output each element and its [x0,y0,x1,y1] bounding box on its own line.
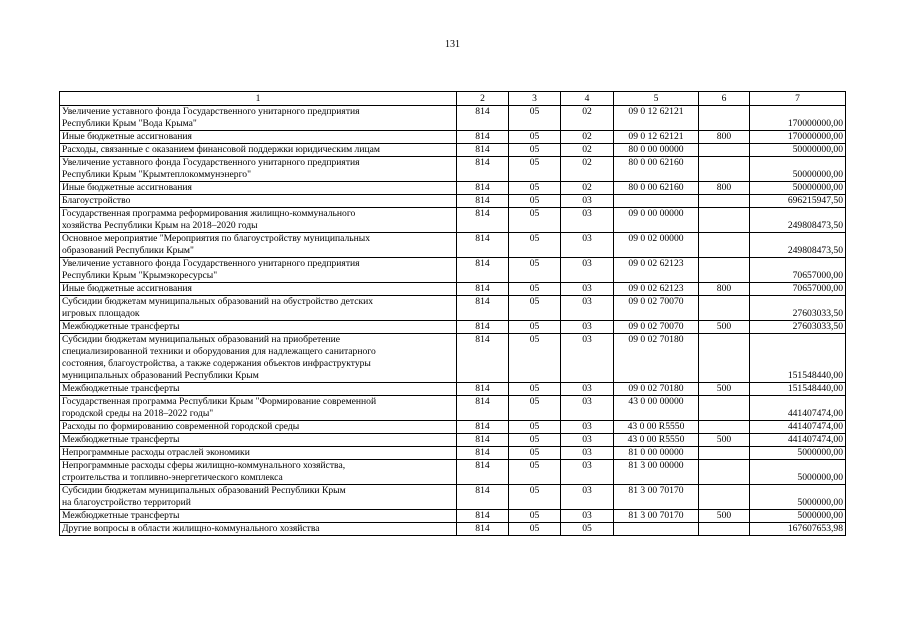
row-name: Благоустройство [60,195,457,208]
row-target-article: 81 3 00 70170 [614,510,699,523]
row-name: Субсидии бюджетам муниципальных образований Республики Крым на благоустройство территорий [60,485,457,510]
row-subsection: 02 [561,182,614,195]
row-section: 05 [509,283,561,296]
column-number-row [60,92,846,106]
row-expense-type [699,421,750,434]
row-glava: 814 [457,510,509,523]
row-glava: 814 [457,131,509,144]
table-row [60,157,846,182]
row-target-article: 81 0 00 00000 [614,447,699,460]
row-target-article: 43 0 00 00000 [614,396,699,421]
row-target-article: 09 0 02 70180 [614,334,699,383]
row-target-article: 09 0 02 62123 [614,283,699,296]
row-name: Непрограммные расходы сферы жилищно-коммунального хозяйства, строительства и топливно-энергетического комплекса [60,460,457,485]
table-row [60,195,846,208]
row-expense-type: 800 [699,131,750,144]
row-section: 05 [509,334,561,383]
row-glava: 814 [457,157,509,182]
table-row [60,208,846,233]
row-name: Государственная программа Республики Крым "Формирование современной городской среды на 2018–2022 годы" [60,396,457,421]
row-target-article: 80 0 00 62160 [614,182,699,195]
row-subsection: 03 [561,321,614,334]
row-expense-type [699,258,750,283]
row-amount: 441407474,00 [750,421,846,434]
row-target-article: 43 0 00 R5550 [614,421,699,434]
table-row [60,383,846,396]
row-target-article: 09 0 02 70070 [614,296,699,321]
row-subsection: 02 [561,157,614,182]
row-section: 05 [509,258,561,283]
row-section: 05 [509,383,561,396]
row-subsection: 03 [561,296,614,321]
row-section: 05 [509,106,561,131]
row-target-article: 09 0 02 00000 [614,233,699,258]
row-amount: 441407474,00 [750,434,846,447]
row-glava: 814 [457,321,509,334]
row-section: 05 [509,233,561,258]
table-row [60,321,846,334]
row-amount: 70657000,00 [750,258,846,283]
row-name: Межбюджетные трансферты [60,510,457,523]
row-glava: 814 [457,296,509,321]
table-row [60,334,846,383]
row-section: 05 [509,321,561,334]
row-expense-type [699,233,750,258]
row-subsection: 03 [561,283,614,296]
column-number-2: 2 [457,92,509,106]
row-name: Увеличение уставного фонда Государственного унитарного предприятия Республики Крым "Вода Крыма" [60,106,457,131]
row-section: 05 [509,396,561,421]
row-glava: 814 [457,208,509,233]
row-expense-type: 800 [699,182,750,195]
row-section: 05 [509,208,561,233]
row-name: Непрограммные расходы отраслей экономики [60,447,457,460]
row-amount: 696215947,50 [750,195,846,208]
row-subsection: 03 [561,258,614,283]
row-amount: 5000000,00 [750,460,846,485]
row-name: Увеличение уставного фонда Государственного унитарного предприятия Республики Крым "Крымэкоресурсы" [60,258,457,283]
row-name: Государственная программа реформирования жилищно-коммунального хозяйства Республики Крым на 2018–2020 годы [60,208,457,233]
row-amount: 5000000,00 [750,485,846,510]
row-target-article [614,195,699,208]
row-section: 05 [509,144,561,157]
column-number-5: 5 [614,92,699,106]
row-amount: 50000000,00 [750,144,846,157]
row-name: Межбюджетные трансферты [60,434,457,447]
row-target-article: 43 0 00 R5550 [614,434,699,447]
row-expense-type [699,447,750,460]
row-section: 05 [509,510,561,523]
row-section: 05 [509,131,561,144]
row-expense-type: 500 [699,510,750,523]
row-expense-type: 500 [699,434,750,447]
row-amount: 441407474,00 [750,396,846,421]
row-amount: 249808473,50 [750,208,846,233]
row-amount: 151548440,00 [750,383,846,396]
row-expense-type [699,523,750,536]
row-expense-type [699,144,750,157]
table-row [60,434,846,447]
row-expense-type [699,296,750,321]
row-amount: 27603033,50 [750,296,846,321]
table-row [60,510,846,523]
row-subsection: 03 [561,434,614,447]
row-section: 05 [509,182,561,195]
row-subsection: 03 [561,334,614,383]
row-subsection: 03 [561,396,614,421]
column-number-4: 4 [561,92,614,106]
row-glava: 814 [457,195,509,208]
row-name: Расходы, связанные с оказанием финансовой поддержки юридическим лицам [60,144,457,157]
row-amount: 5000000,00 [750,510,846,523]
row-glava: 814 [457,283,509,296]
column-number-7: 7 [750,92,846,106]
column-number-3: 3 [509,92,561,106]
row-glava: 814 [457,485,509,510]
table-row [60,131,846,144]
row-name: Межбюджетные трансферты [60,383,457,396]
page-number: 131 [445,39,460,50]
row-target-article: 09 0 00 00000 [614,208,699,233]
row-name: Субсидии бюджетам муниципальных образований на обустройство детских игровых площадок [60,296,457,321]
budget-table [59,91,846,536]
table-row [60,233,846,258]
row-subsection: 03 [561,510,614,523]
row-target-article: 09 0 12 62121 [614,106,699,131]
row-subsection: 03 [561,447,614,460]
row-expense-type [699,485,750,510]
row-glava: 814 [457,258,509,283]
row-amount: 167607653,98 [750,523,846,536]
row-subsection: 02 [561,144,614,157]
column-number-1: 1 [60,92,457,106]
row-target-article: 09 0 02 70180 [614,383,699,396]
table-row [60,106,846,131]
row-subsection: 03 [561,421,614,434]
row-name: Другие вопросы в области жилищно-коммунального хозяйства [60,523,457,536]
table-row [60,421,846,434]
table-row [60,258,846,283]
budget-rows [60,106,846,536]
row-section: 05 [509,296,561,321]
row-glava: 814 [457,106,509,131]
row-expense-type: 500 [699,383,750,396]
row-glava: 814 [457,434,509,447]
row-amount: 50000000,00 [750,182,846,195]
row-section: 05 [509,523,561,536]
row-name: Увеличение уставного фонда Государственного унитарного предприятия Республики Крым "Крымтеплокоммунэнерго" [60,157,457,182]
row-target-article: 81 3 00 00000 [614,460,699,485]
row-glava: 814 [457,396,509,421]
row-expense-type: 800 [699,283,750,296]
row-name: Иные бюджетные ассигнования [60,283,457,296]
table-row [60,460,846,485]
row-amount: 27603033,50 [750,321,846,334]
row-name: Межбюджетные трансферты [60,321,457,334]
row-subsection: 03 [561,233,614,258]
row-expense-type [699,195,750,208]
row-section: 05 [509,447,561,460]
row-expense-type: 500 [699,321,750,334]
row-subsection: 05 [561,523,614,536]
row-name: Иные бюджетные ассигнования [60,131,457,144]
row-name: Расходы по формированию современной городской среды [60,421,457,434]
table-row [60,182,846,195]
row-target-article: 09 0 12 62121 [614,131,699,144]
row-target-article: 09 0 02 70070 [614,321,699,334]
row-expense-type [699,334,750,383]
table-row [60,396,846,421]
row-glava: 814 [457,334,509,383]
row-section: 05 [509,485,561,510]
row-amount: 50000000,00 [750,157,846,182]
column-number-6: 6 [699,92,750,106]
row-glava: 814 [457,182,509,195]
row-subsection: 02 [561,131,614,144]
row-subsection: 03 [561,485,614,510]
row-subsection: 03 [561,208,614,233]
row-section: 05 [509,421,561,434]
table-row [60,447,846,460]
row-amount: 249808473,50 [750,233,846,258]
row-amount: 70657000,00 [750,283,846,296]
row-amount: 170000000,00 [750,131,846,144]
row-section: 05 [509,195,561,208]
row-glava: 814 [457,460,509,485]
row-section: 05 [509,460,561,485]
row-subsection: 03 [561,195,614,208]
table-row [60,283,846,296]
row-subsection: 03 [561,383,614,396]
table-row [60,296,846,321]
row-section: 05 [509,157,561,182]
table-row [60,485,846,510]
row-glava: 814 [457,447,509,460]
table-row [60,523,846,536]
row-glava: 814 [457,144,509,157]
row-glava: 814 [457,233,509,258]
row-subsection: 02 [561,106,614,131]
row-section: 05 [509,434,561,447]
row-name: Иные бюджетные ассигнования [60,182,457,195]
row-glava: 814 [457,383,509,396]
row-target-article: 81 3 00 70170 [614,485,699,510]
row-target-article [614,523,699,536]
row-amount: 170000000,00 [750,106,846,131]
row-target-article: 09 0 02 62123 [614,258,699,283]
row-expense-type [699,208,750,233]
row-glava: 814 [457,523,509,536]
row-target-article: 80 0 00 00000 [614,144,699,157]
row-name: Основное мероприятие "Мероприятия по благоустройству муниципальных образований Республики Крым" [60,233,457,258]
row-expense-type [699,106,750,131]
row-expense-type [699,460,750,485]
row-subsection: 03 [561,460,614,485]
row-target-article: 80 0 00 62160 [614,157,699,182]
row-expense-type [699,396,750,421]
row-amount: 5000000,00 [750,447,846,460]
table-row [60,144,846,157]
row-glava: 814 [457,421,509,434]
row-expense-type [699,157,750,182]
row-amount: 151548440,00 [750,334,846,383]
row-name: Субсидии бюджетам муниципальных образований на приобретение специализированной техники и оборудования для надлежащего санитарного состояния, благоустройства, а также содержания объектов инфраструктуры муниципальных образований Республики Крым [60,334,457,383]
